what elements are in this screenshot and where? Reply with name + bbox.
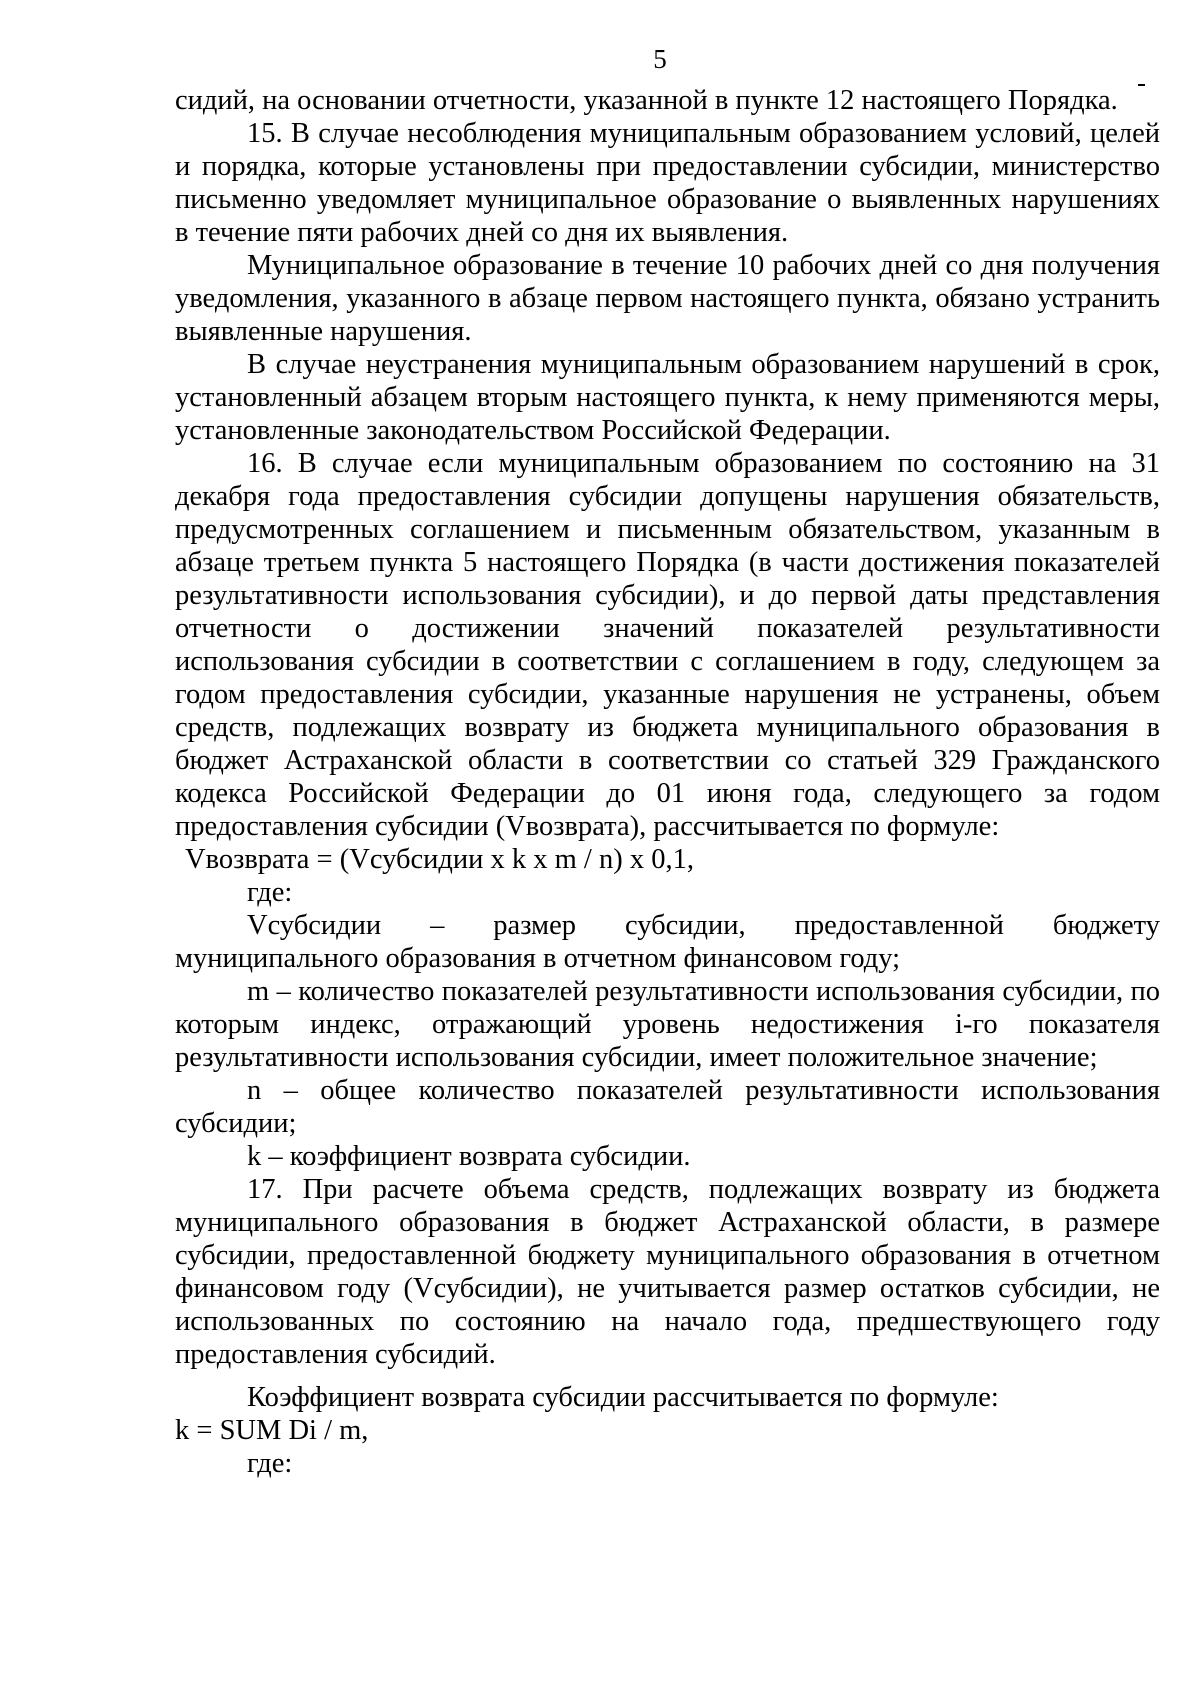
formula-coefficient: k = SUM Di / m, xyxy=(175,1415,369,1446)
document-body xyxy=(175,84,1160,1480)
definition-m: m – количество показателей результативности использования субсидии, по которым индекс, отражающий уровень недостижения i-го показателя результативности использования субсидии, имеет положительное значение; xyxy=(175,976,1160,1073)
paragraph-15-third: В случае неустранения муниципальным образованием нарушений в срок, установленный абзацем вторым настоящего пункта, к нему применяются меры, установленные законодательством Российской Федерации. xyxy=(175,349,1160,446)
paragraph-continuation: сидий, на основании отчетности, указанной в пункте 12 настоящего Порядка. xyxy=(175,85,1118,116)
formula-return-volume: Vвозврата = (Vсубсидии x k x m / n) x 0,1, xyxy=(185,844,694,875)
where-label-second: где: xyxy=(247,1448,293,1479)
coefficient-intro: Коэффициент возврата субсидии рассчитывается по формуле: xyxy=(247,1382,999,1413)
where-label: где: xyxy=(247,877,293,908)
paragraph-15-second: Муниципальное образование в течение 10 рабочих дней со дня получения уведомления, указанного в абзаце первом настоящего пункта, обязано устранить выявленные нарушения. xyxy=(175,250,1160,347)
definition-k: k – коэффициент возврата субсидии. xyxy=(247,1141,691,1172)
page-number: 5 xyxy=(653,44,667,74)
definition-v-subsidy: Vсубсидии – размер субсидии, предоставленной бюджету муниципального образования в отчетном финансовом году; xyxy=(175,910,1160,974)
definition-n: n – общее количество показателей результативности использования субсидии; xyxy=(175,1075,1160,1139)
paragraph-16: 16. В случае если муниципальным образованием по состоянию на 31 декабря года предоставления субсидии допущены нарушения обязательств, предусмотренных соглашением и письменным обязательством, указанным в абзаце третьем пункта 5 настоящего Порядка (в части достижения показателей результативности использования субсидии), и до первой даты представления отчетности о достижении значений показателей результативности использования субсидии в соответствии с соглашением в году, следующем за годом предоставления субсидии, указанные нарушения не устранены, объем средств, подлежащих возврату из бюджета муниципального образования в бюджет Астраханской области в соответствии со статьей 329 Гражданского кодекса Российской Федерации до 01 июня года, следующего за годом предоставления субсидии (Vвозврата), рассчитывается по формуле: xyxy=(175,448,1160,842)
paragraph-15: 15. В случае несоблюдения муниципальным образованием условий, целей и порядка, которые установлены при предоставлении субсидии, министерство письменно уведомляет муниципальное образование о выявленных нарушениях в течение пяти рабочих дней со дня их выявления. xyxy=(175,118,1160,248)
paragraph-17: 17. При расчете объема средств, подлежащих возврату из бюджета муниципального образования в бюджет Астраханской области, в размере субсидии, предоставленной бюджету муниципального образования в отчетном финансовом году (Vсубсидии), не учитывается размер остатков субсидии, не использованных по состоянию на начало года, предшествующего году предоставления субсидий. xyxy=(175,1174,1160,1370)
